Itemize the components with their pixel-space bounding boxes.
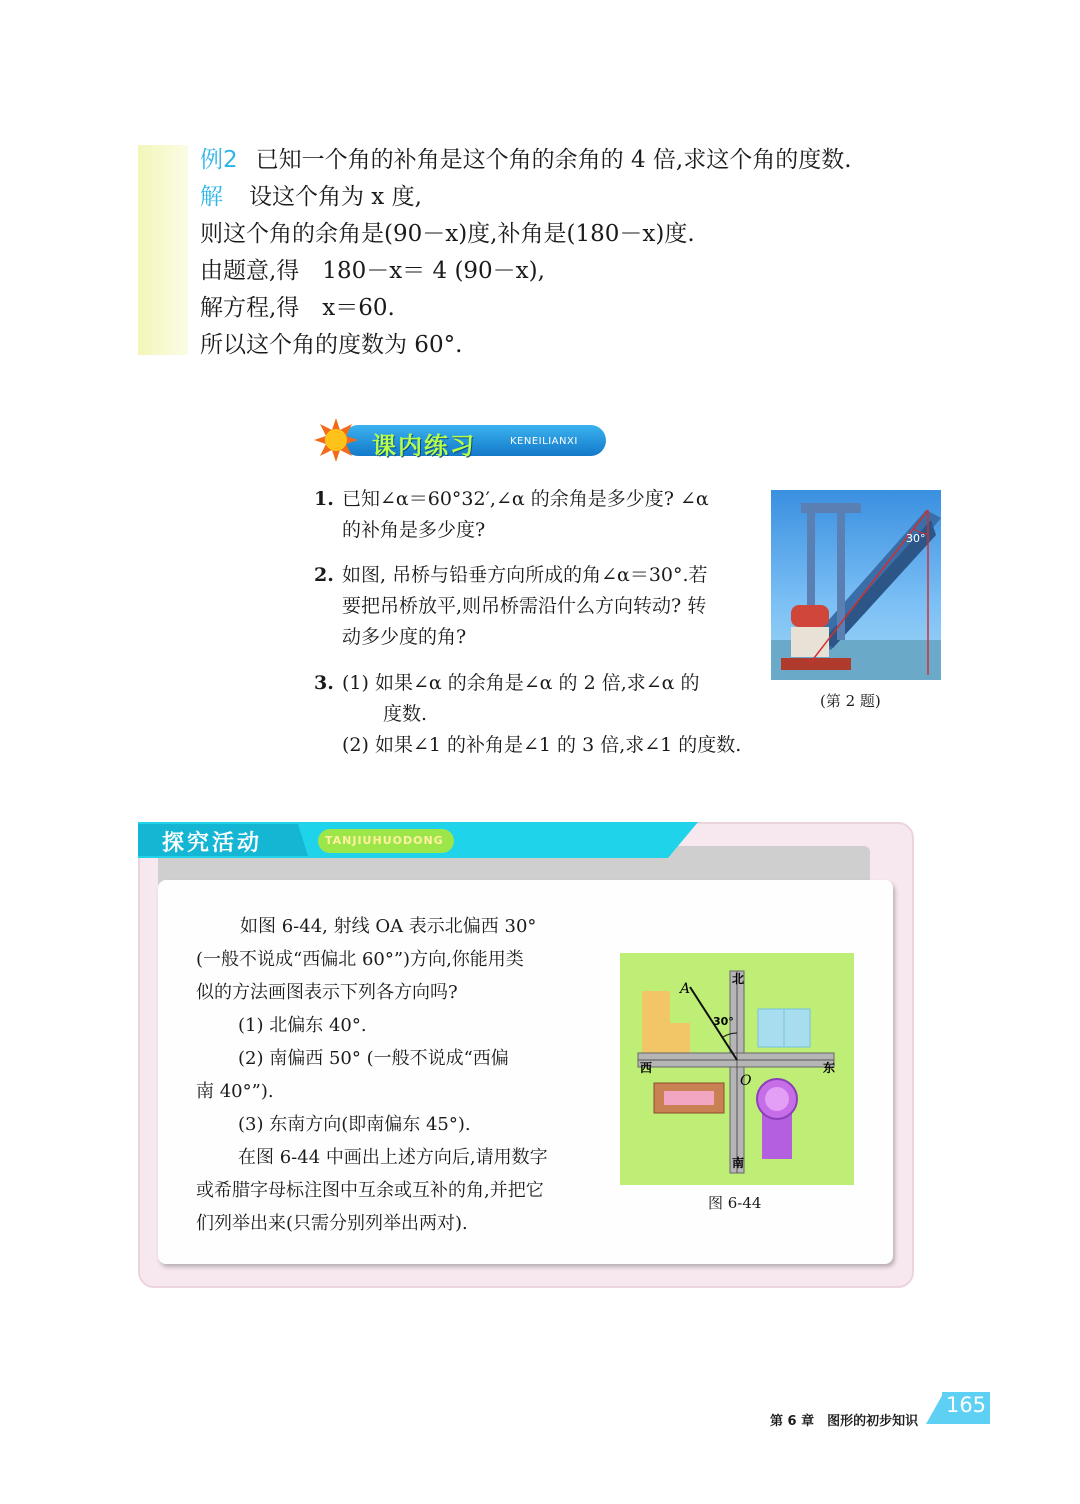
- explore-line-8: 在图 6-44 中画出上述方向后,请用数字: [238, 1147, 548, 1168]
- explore-line-7: (3) 东南方向(即南偏东 45°).: [238, 1114, 471, 1135]
- solution-line-5: 所以这个角的度数为 60°.: [200, 332, 463, 358]
- q2-line-1: 如图, 吊桥与铅垂方向所成的角∠α＝30°.若: [342, 564, 708, 586]
- explore-line-1: 如图 6-44, 射线 OA 表示北偏西 30°: [240, 916, 537, 937]
- point-a-label: A: [680, 981, 691, 997]
- example-highlight-bar: [138, 145, 188, 355]
- explore-line-9: 或希腊字母标注图中互余或互补的角,并把它: [196, 1180, 544, 1201]
- solution-line-2: 则这个角的余角是(90－x)度,补角是(180－x)度.: [200, 221, 695, 247]
- example-question-line: [200, 142, 852, 179]
- explore-line-5: (2) 南偏西 50° (一般不说成“西偏: [238, 1048, 509, 1069]
- explore-line-4: (1) 北偏东 40°.: [238, 1015, 367, 1036]
- practice-title: 课内练习: [372, 432, 476, 460]
- point-o-label: O: [740, 1073, 752, 1089]
- solution-label: 解: [200, 184, 223, 210]
- explore-line-10: 们列举出来(只需分别列举出两对).: [196, 1213, 468, 1234]
- q1-line-2: 的补角是多少度?: [342, 519, 486, 541]
- q3-line-1: (1) 如果∠α 的余角是∠α 的 2 倍,求∠α 的: [342, 672, 700, 694]
- q1-num: 1.: [314, 488, 334, 510]
- angle-label: 30°: [713, 1015, 734, 1028]
- q3-line-3: (2) 如果∠1 的补角是∠1 的 3 倍,求∠1 的度数.: [342, 734, 742, 756]
- explore-line-3: 似的方法画图表示下列各方向吗?: [196, 982, 458, 1003]
- solution-line-1: 解 设这个角为 x 度,: [200, 184, 422, 210]
- explore-line-6: 南 40°”).: [196, 1081, 274, 1102]
- solution-line-4: 解方程,得 x＝60.: [200, 295, 395, 321]
- page-number: 165: [945, 1393, 987, 1417]
- photo-angle-label: 30°: [906, 532, 926, 545]
- drawbridge-photo: [771, 490, 941, 680]
- photo-caption: (第 2 题): [820, 692, 881, 710]
- chapter-title: 第 6 章 图形的初步知识: [770, 1414, 919, 1429]
- explore-title: 探究活动: [162, 831, 263, 856]
- q3-line-2: 度数.: [383, 703, 428, 725]
- q1-line-1: 已知∠α＝60°32′,∠α 的余角是多少度? ∠α: [342, 488, 709, 510]
- west-label: 西: [640, 1061, 653, 1075]
- explore-subtitle: TANJIUHUODONG: [325, 834, 444, 847]
- q2-num: 2.: [314, 564, 334, 586]
- figure-6-44: [620, 953, 854, 1185]
- example-label: 例2: [200, 147, 238, 173]
- practice-subtitle: KENEILIANXI: [510, 436, 578, 447]
- north-label: 北: [732, 972, 745, 986]
- solution-line-3: 由题意,得 180－x＝ 4 (90－x),: [200, 258, 545, 284]
- sun-icon: [314, 418, 358, 462]
- figure-caption: 图 6-44: [708, 1194, 762, 1212]
- explore-line-2: (一般不说成“西偏北 60°”)方向,你能用类: [196, 949, 524, 970]
- south-label: 南: [732, 1156, 745, 1170]
- example-question: 已知一个角的补角是这个角的余角的 4 倍,求这个角的度数.: [255, 147, 852, 173]
- east-label: 东: [823, 1061, 836, 1075]
- q2-line-3: 动多少度的角?: [342, 626, 467, 648]
- q2-line-2: 要把吊桥放平,则吊桥需沿什么方向转动? 转: [342, 595, 707, 617]
- q3-num: 3.: [314, 672, 334, 694]
